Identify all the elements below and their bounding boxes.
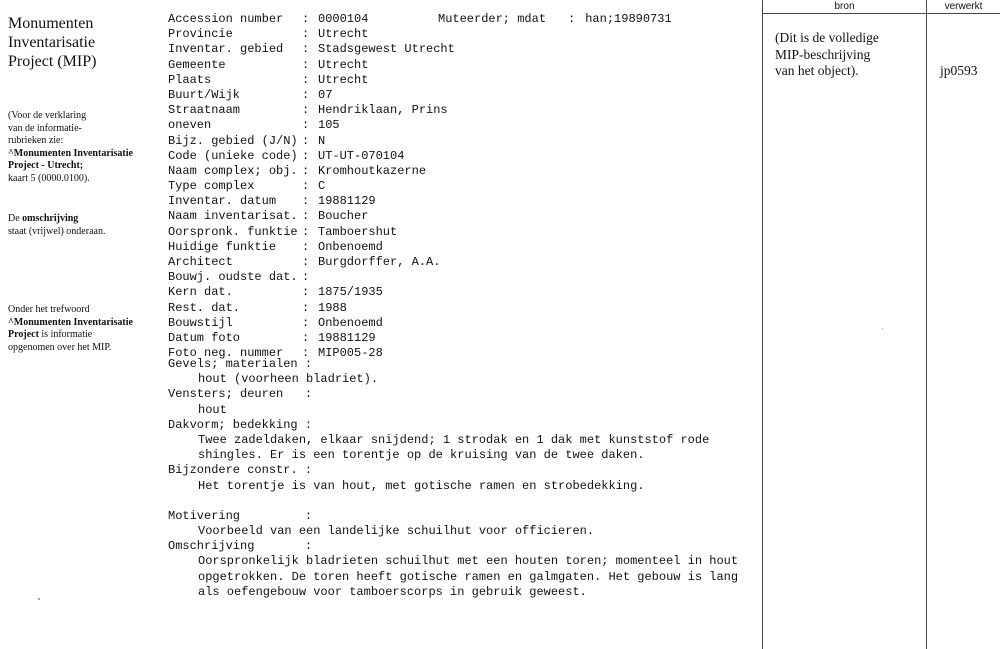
bron-note-line: (Dit is de volledige [775, 30, 879, 45]
field-value: Utrecht [318, 57, 369, 72]
note-line: Onder het trefwoord [8, 304, 90, 315]
motivering-text: Voorbeeld van een landelijke schuilhut voor officieren. [198, 524, 595, 539]
left-title-line: Inventarisatie [8, 34, 96, 51]
field-colon: : [302, 209, 310, 224]
field-value: 19881129 [318, 194, 376, 209]
field-label: Buurt/Wijk [168, 87, 241, 102]
field-value: 07 [318, 87, 333, 102]
field-label: Foto neg. nummer [168, 346, 284, 361]
field-label: Bouwj. oudste dat. [168, 270, 298, 285]
field-value: Utrecht [318, 27, 369, 42]
field-value: Onbenoemd [318, 315, 383, 330]
field-label: Bouwstijl [168, 315, 233, 330]
record-description [168, 357, 738, 600]
field-value: Burgdorffer, A.A. [318, 255, 441, 269]
field-colon: : [302, 163, 310, 178]
field-value: 0000104 [318, 12, 369, 26]
table-header-rule [762, 13, 1000, 14]
field-colon: : [302, 330, 310, 345]
field-colon: : [302, 270, 310, 285]
muteerder-field [438, 12, 672, 27]
dakvorm-text: Twee zadeldaken, elkaar snijdend; 1 strodak en 1 dak met kunststof rode [198, 432, 710, 447]
field-label: Accession number [168, 12, 284, 26]
left-note-verklaring [8, 110, 163, 185]
omschrijving-text: opgetrokken. De toren heeft gotische ramen en galmgaten. Het gebouw is lang [198, 569, 739, 584]
field-label: Naam inventarisat. [168, 209, 298, 224]
dakvorm-text: shingles. Er is een torentje op de kruising van de twee daken. [198, 448, 645, 463]
field-colon: : [302, 224, 310, 239]
field-value: MIP005-28 [318, 346, 383, 361]
field-colon: : [302, 57, 310, 72]
omschrijving-text: als oefengebouw voor tamboerscorps in gebruik geweest. [198, 584, 587, 599]
left-note-omschrijving [8, 213, 163, 238]
note-line: rubrieken zie: [8, 135, 64, 146]
note-line: opgenomen over het MIP. [8, 341, 112, 353]
field-value: Utrecht [318, 72, 369, 87]
note-line: kaart 5 (0000.0100). [8, 172, 90, 184]
field-colon: : [302, 42, 310, 57]
field-colon: : [302, 103, 310, 118]
field-colon: : [302, 87, 310, 102]
motivering-label: Motivering : [168, 508, 313, 523]
field-label: Gemeente [168, 57, 226, 72]
spacer [168, 494, 738, 509]
note-line: staat (vrijwel) onderaan. [8, 225, 106, 237]
field-value: Stadsgewest Utrecht [318, 42, 455, 57]
field-value: N [318, 133, 326, 148]
field-label: Architect [168, 255, 233, 269]
field-value: 1875/1935 [318, 285, 383, 300]
field-colon: : [302, 315, 310, 330]
gevels-text: hout (voorheen bladriet). [198, 372, 379, 387]
note-link-mip[interactable]: ^Monumenten Inventarisatie [8, 316, 133, 328]
omschrijving-text: Oorspronkelijk bladrieten schuilhut met een houten toren; momenteel in hout [198, 554, 739, 569]
field-label: Huidige funktie [168, 239, 277, 254]
bron-note-line: MIP-beschrijving [775, 46, 871, 62]
bron-note-line: van het object). [775, 63, 859, 78]
field-label: Code (unieke code) [168, 148, 298, 163]
field-label: Oorspronk. funktie [168, 224, 298, 239]
field-value: Tamboershut [318, 224, 398, 239]
column-header-bron: bron [834, 1, 855, 12]
note-link-mip-utrecht[interactable]: ^Monumenten Inventarisatie [8, 147, 133, 159]
note-text: is informatie [38, 329, 93, 340]
field-colon: : [302, 194, 310, 209]
left-title [8, 14, 158, 71]
field-label: Kern dat. [168, 285, 233, 300]
field-value: C [318, 179, 326, 194]
field-value: Kromhoutkazerne [318, 163, 427, 178]
note-line: van de informatie- [8, 122, 82, 134]
column-header-verwerkt: verwerkt [944, 1, 983, 12]
table-divider [762, 0, 763, 649]
field-colon: : [302, 148, 310, 163]
field-value: Boucher [318, 209, 369, 224]
field-label: Naam complex; obj. [168, 163, 298, 178]
field-colon: : [302, 72, 310, 87]
bijzondere-constr-text: Het torentje is van hout, met gotische ramen en strobedekking. [198, 478, 645, 493]
left-title-line: Monumenten [8, 15, 94, 32]
vensters-text: hout [198, 402, 227, 417]
field-label: Rest. dat. [168, 300, 241, 315]
muteerder-colon: : [568, 12, 576, 26]
field-label: Bijz. gebied (J/N) [168, 133, 298, 148]
verwerkt-code: jp0593 [940, 63, 978, 78]
bijzondere-constr-label: Bijzondere constr. : [168, 463, 313, 478]
field-label: Datum foto [168, 330, 241, 345]
field-colon: : [302, 133, 310, 148]
vensters-label: Vensters; deuren : [168, 387, 313, 402]
field-value: 1988 [318, 300, 347, 315]
note-link-mip-utrecht-2[interactable]: Project - Utrecht; [8, 160, 84, 171]
note-keyword: omschrijving [22, 213, 79, 224]
field-label: Type complex [168, 179, 255, 194]
field-colon: : [302, 346, 310, 361]
field-colon: : [302, 27, 310, 42]
dakvorm-label: Dakvorm; bedekking : [168, 417, 313, 432]
field-colon: : [302, 12, 310, 26]
field-value: 105 [318, 118, 340, 133]
muteerder-label: Muteerder; mdat [438, 12, 547, 26]
left-note-trefwoord [8, 304, 163, 354]
scan-speck [882, 328, 883, 329]
left-title-line: Project (MIP) [8, 53, 97, 70]
gevels-label: Gevels; materialen : [168, 357, 313, 371]
field-colon: : [302, 179, 310, 194]
field-value: Onbenoemd [318, 239, 383, 254]
field-colon: : [302, 285, 310, 300]
field-label: Plaats [168, 72, 212, 87]
table-divider [926, 0, 927, 649]
omschrijving-label: Omschrijving : [168, 539, 313, 554]
bron-note [775, 30, 879, 80]
muteerder-value: han;19890731 [585, 12, 672, 26]
note-link-project[interactable]: Project [8, 329, 39, 340]
field-colon: : [302, 239, 310, 254]
scan-speck [38, 598, 40, 600]
field-label: Inventar. gebied [168, 42, 284, 57]
field-value: 19881129 [318, 330, 376, 345]
field-colon: : [302, 118, 310, 133]
field-value: UT-UT-070104 [318, 148, 405, 163]
field-label: Straatnaam [168, 103, 241, 118]
field-label: Provincie [168, 27, 233, 42]
note-text: De [8, 213, 23, 224]
field-value: Hendriklaan, Prins [318, 103, 448, 118]
field-colon: : [302, 300, 310, 315]
note-line: (Voor de verklaring [8, 110, 87, 121]
field-colon: : [302, 255, 310, 269]
field-label: Inventar. datum [168, 194, 277, 209]
field-label: oneven [168, 118, 212, 133]
